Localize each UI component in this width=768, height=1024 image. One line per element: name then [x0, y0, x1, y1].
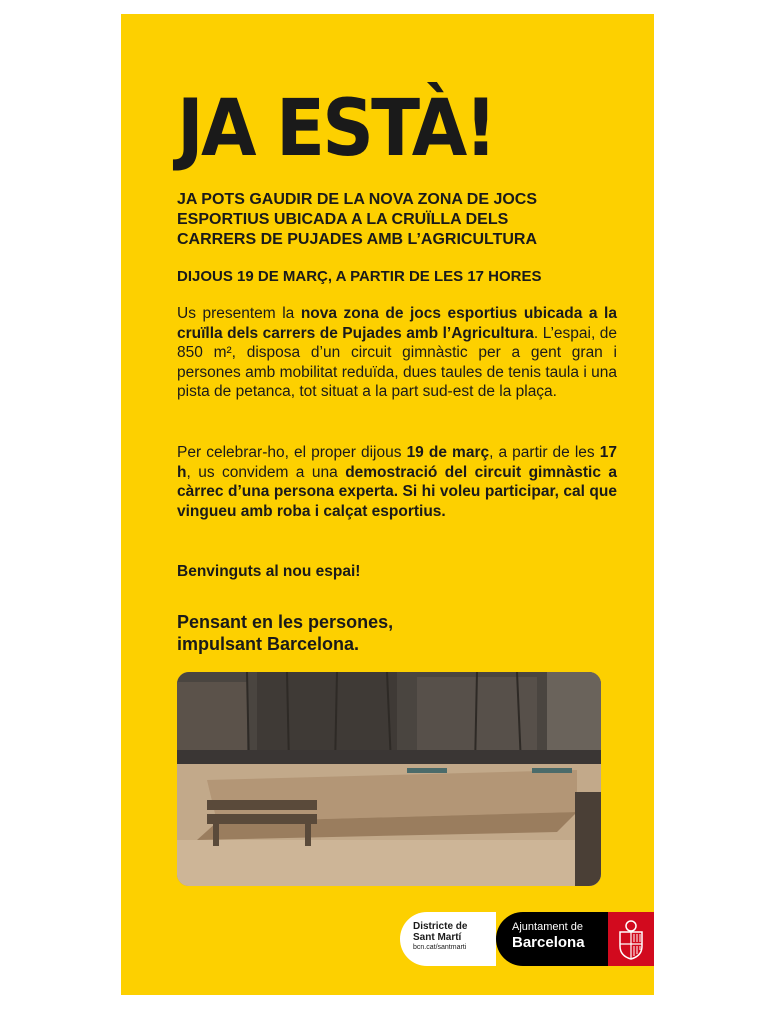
text-run-bold: 17 h: [177, 444, 617, 481]
park-photo-illustration: [177, 672, 601, 886]
district-logo-line1: Districte de: [413, 921, 468, 932]
slogan-line: impulsant Barcelona.: [177, 634, 360, 654]
city-logo-line1: Ajuntament de: [512, 921, 583, 933]
district-logo-line2: Sant Martí: [413, 932, 462, 943]
text-run-bold: 19 de març: [406, 444, 490, 461]
slogan-line: Pensant en les persones,: [177, 612, 394, 632]
text-run: , a partir de les: [489, 444, 600, 461]
text-run: , us convidem a una: [186, 463, 346, 481]
subhead-line: ESPORTIUS UBICADA A LA CRUÏLLA DELS: [177, 211, 509, 228]
text-run-bold: nova zona de jocs esportius ubicada a la cruïlla dels carrers de Pujades amb l’Agricultura: [177, 305, 617, 342]
subhead: [177, 190, 607, 250]
slogan: [177, 611, 393, 655]
district-logo-url: bcn.cat/santmarti: [413, 944, 467, 951]
paragraph-event: [177, 443, 617, 521]
barcelona-crest-icon: [608, 912, 654, 966]
subhead-line: JA POTS GAUDIR DE LA NOVA ZONA DE JOCS: [177, 191, 538, 208]
poster: [121, 14, 654, 995]
park-photo: [177, 672, 601, 886]
footer-logos: [400, 912, 654, 966]
district-logo: [400, 912, 496, 966]
event-datetime: DIJOUS 19 DE MARÇ, A PARTIR DE LES 17 HORES: [177, 268, 542, 285]
city-logo-line2: Barcelona: [512, 934, 585, 951]
text-run: . L’espai, de 850 m², disposa d’un circuit gimnàstic per a gent gran i persones amb mobilitat reduïda, dues taules de tenis taula i una pista de petanca, tot situat a la part sud-est de la plaça.: [177, 324, 618, 400]
text-run: Per celebrar-ho, el proper dijous: [177, 444, 407, 461]
subhead-line: CARRERS DE PUJADES AMB L’AGRICULTURA: [177, 231, 538, 248]
text-run: Us presentem la: [177, 305, 301, 322]
welcome-text: Benvinguts al nou espai!: [177, 563, 361, 580]
paragraph-intro: [177, 304, 617, 402]
text-run-bold: demostració del circuit gimnàstic a càrrec d’una persona experta. Si hi voleu participar, cal que vingueu amb roba i calçat esportius.: [177, 463, 618, 520]
headline: JA ESTÀ!: [177, 84, 495, 174]
